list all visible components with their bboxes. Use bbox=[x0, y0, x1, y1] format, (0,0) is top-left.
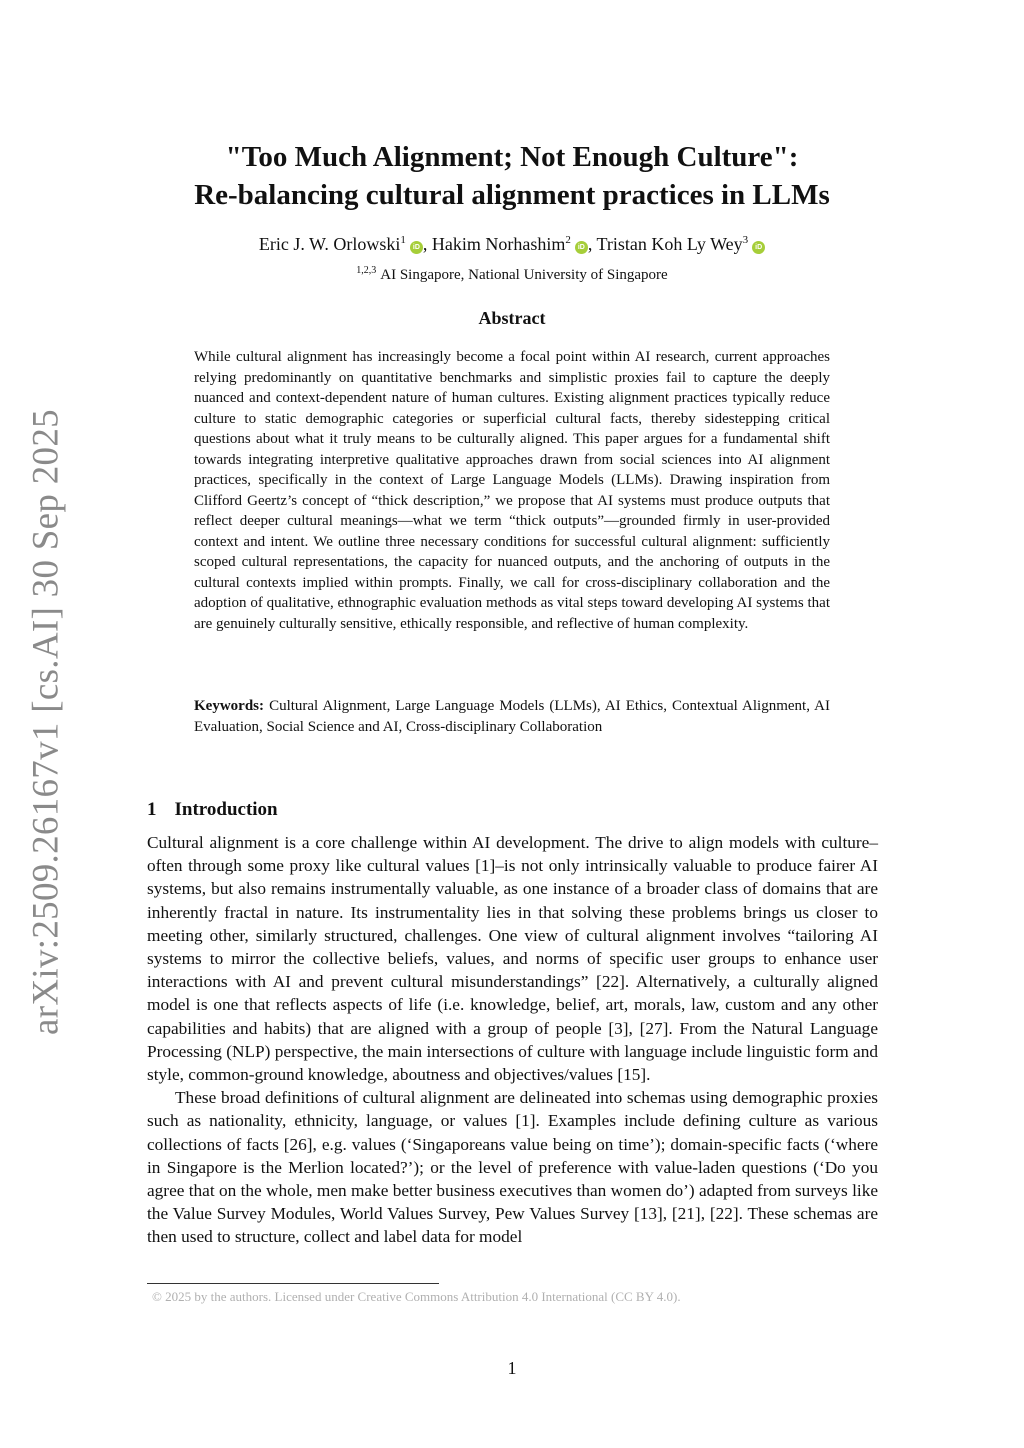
author-separator: , bbox=[422, 234, 432, 254]
author-name: Tristan Koh Ly Wey bbox=[596, 234, 743, 254]
affiliation-mark: 1,2,3 bbox=[356, 265, 377, 276]
section-title: Introduction bbox=[174, 799, 278, 820]
author-affiliation-mark: 1 bbox=[400, 234, 406, 246]
keywords-text: Cultural Alignment, Large Language Models (LLMs), AI Ethics, Contextual Alignment, AI Evaluation, Social Science and AI, Cross-disciplinary Collaboration bbox=[194, 698, 831, 735]
section-heading bbox=[147, 799, 278, 821]
affiliation-text: AI Singapore, National University of Singapore bbox=[380, 267, 668, 283]
author-affiliation-mark: 2 bbox=[565, 234, 571, 246]
author-name: Eric J. W. Orlowski bbox=[258, 234, 401, 254]
orcid-icon[interactable]: iD bbox=[410, 241, 423, 254]
author-name: Hakim Norhashim bbox=[431, 234, 566, 254]
keywords-label: Keywords: bbox=[194, 698, 264, 714]
body-paragraph: These broad definitions of cultural alignment are delineated into schemas using demographic proxies such as nationality, ethnicity, language, or values [1]. Examples include defining culture as various collections of facts [26], e.g. values (‘Singaporeans value being on time’); domain-specific facts (‘where in Singapore is the Merlion located?’); or the level of preference with value-laden questions (‘Do you agree that on the whole, men make better business executives than women do’) adapted from surveys like the Value Survey Modules, World Values Survey, Pew Values Survey [13], [21], [22]. These schemas are then used to structure, collect and label data for model bbox=[147, 1088, 878, 1247]
keywords bbox=[194, 696, 830, 737]
license-footnote: © 2025 by the authors. Licensed under Creative Commons Attribution 4.0 International (CC BY 4.0). bbox=[152, 1289, 681, 1304]
orcid-icon[interactable]: iD bbox=[575, 241, 588, 254]
affiliation bbox=[147, 260, 877, 286]
title-line-1: "Too Much Alignment; Not Enough Culture": bbox=[225, 141, 799, 173]
page-number: 1 bbox=[507, 1358, 517, 1378]
author-separator: , bbox=[587, 234, 597, 254]
author-list bbox=[147, 228, 877, 256]
body-text bbox=[147, 831, 878, 1249]
title-line-2: Re-balancing cultural alignment practices in LLMs bbox=[194, 179, 830, 211]
orcid-icon[interactable]: iD bbox=[752, 241, 765, 254]
paper-title bbox=[147, 138, 877, 214]
arxiv-identifier-stamp: arXiv:2509.26167v1 [cs.AI] 30 Sep 2025 bbox=[25, 409, 67, 1035]
body-paragraph: Cultural alignment is a core challenge within AI development. The drive to align models with culture–often through some proxy like cultural values [1]–is not only intrinsically valuable to produce fairer AI systems, but also remains instrumentally valuable, as one instance of a broader class of domains that are inherently fractal in nature. Its instrumentality lies in that solving these problems brings us closer to meeting other, similarly structured, challenges. One view of cultural alignment involves “tailoring AI systems to mirror the collective beliefs, values, and norms of specific user groups to enhance user interactions with AI and prevent cultural misunderstandings” [22]. Alternatively, a culturally aligned model is one that reflects aspects of life (i.e. knowledge, belief, art, morals, law, custom and any other capabilities and habits) that are aligned with a group of people [3], [27]. From the Natural Language Processing (NLP) perspective, the main intersections of culture with language include linguistic form and style, common-ground knowledge, aboutness and objectives/values [15]. bbox=[147, 833, 878, 1085]
author-affiliation-mark: 3 bbox=[742, 234, 749, 246]
abstract-body: While cultural alignment has increasingly become a focal point within AI research, current approaches relying predominantly on quantitative benchmarks and simplistic proxies fail to capture the deeply nuanced and context-dependent nature of human cultures. Existing alignment practices typically reduce culture to static demographic categories or superficial cultural facts, thereby sidestepping critical questions about what it truly means to be culturally aligned. This paper argues for a fundamental shift towards integrating interpretive qualitative approaches drawn from social sciences into AI alignment practices, specifically in the context of Large Language Models (LLMs). Drawing inspiration from Clifford Geertz’s concept of “thick description,” we propose that AI systems must produce outputs that reflect deeper cultural meanings—what we term “thick outputs”—grounded firmly in user-provided context and intent. We outline three necessary conditions for successful cultural alignment: sufficiently scoped cultural representations, the capacity for nuanced outputs, and the anchoring of outputs in the cultural contexts implied within prompts. Finally, we call for cross-disciplinary collaboration and the adoption of qualitative, ethnographic evaluation methods as vital steps toward developing AI systems that are genuinely culturally sensitive, ethically responsible, and reflective of human complexity. bbox=[194, 349, 830, 632]
abstract-heading: Abstract bbox=[478, 308, 546, 328]
section-number: 1 bbox=[147, 799, 157, 820]
footnote-divider bbox=[147, 1283, 439, 1284]
